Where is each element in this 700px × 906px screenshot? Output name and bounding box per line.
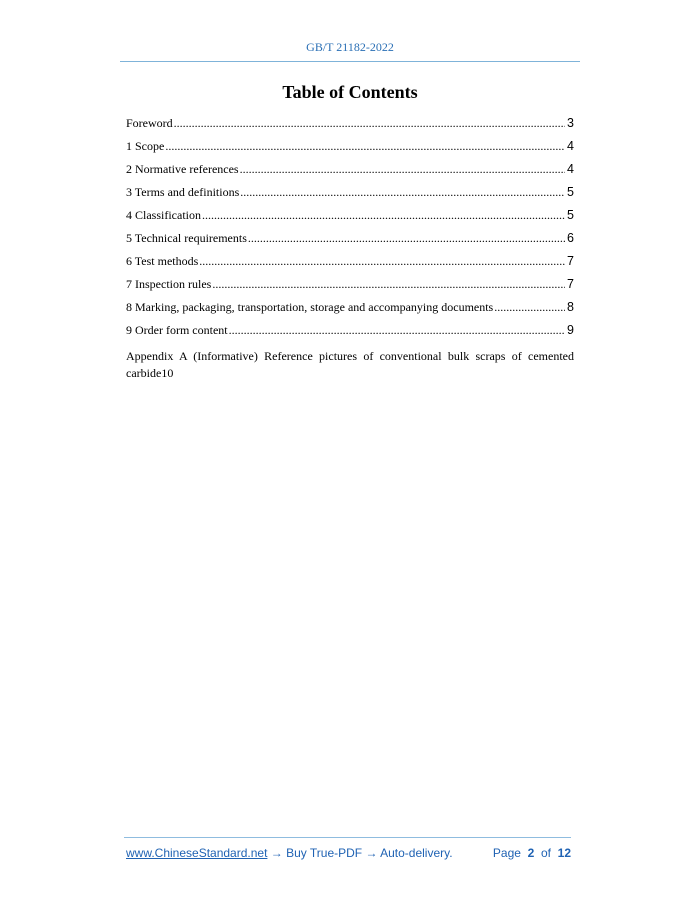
- toc-entry-label: 8 Marking, packaging, transportation, storage and accompanying documents: [126, 300, 494, 314]
- toc-entry-label: 3 Terms and definitions: [126, 185, 240, 199]
- total-pages: 12: [557, 846, 571, 860]
- toc-entry-label-continued: [126, 366, 574, 381]
- toc-entry-label: 2 Normative references: [126, 162, 239, 176]
- toc-entry-label: 9 Order form content: [126, 323, 228, 337]
- header-divider: [120, 61, 580, 62]
- toc-entry-marking-packaging[interactable]: [126, 300, 574, 323]
- website-link[interactable]: www.ChineseStandard.net: [126, 846, 268, 860]
- page-footer: [126, 846, 571, 860]
- toc-entry-label: 1 Scope: [126, 139, 165, 153]
- footer-promo: [126, 846, 453, 860]
- toc-entry-label: 7 Inspection rules: [126, 277, 212, 291]
- toc-entry-label: 6 Test methods: [126, 254, 199, 268]
- toc-title: Table of Contents: [282, 82, 418, 102]
- toc-entry-appendix-a[interactable]: [126, 349, 574, 381]
- toc-entry-label: Appendix A (Informative) Reference pictures of conventional bulk scraps of cemented: [126, 349, 574, 363]
- dot-leader: [494, 300, 565, 315]
- dot-leader: [229, 323, 565, 338]
- page-word: Page: [492, 846, 521, 860]
- dot-leader: [199, 254, 565, 269]
- toc-entry-scope[interactable]: [126, 139, 574, 162]
- toc-entry-page: 5: [567, 185, 574, 199]
- toc-entry-page: 3: [567, 116, 574, 130]
- toc-entry-page: 7: [567, 277, 574, 291]
- toc-entry-page: 7: [567, 254, 574, 268]
- toc-entry-label: Foreword: [126, 116, 173, 130]
- toc-entry-page: 4: [567, 162, 574, 176]
- dot-leader: [165, 139, 565, 154]
- toc-entry-order-form-content[interactable]: [126, 323, 574, 346]
- toc-entry-foreword[interactable]: [126, 116, 574, 139]
- toc-entry-label: 5 Technical requirements: [126, 231, 247, 245]
- toc-entry-page: 5: [567, 208, 574, 222]
- footer-divider: [124, 837, 571, 838]
- dot-leader: [248, 231, 565, 246]
- of-word: of: [540, 846, 551, 860]
- toc-entry-label: 4 Classification: [126, 208, 201, 222]
- toc-entry-test-methods[interactable]: [126, 254, 574, 277]
- toc-entry-classification[interactable]: [126, 208, 574, 231]
- toc-entry-page: 10: [161, 366, 174, 380]
- dot-leader: [202, 208, 565, 223]
- toc-entry-terms-and-definitions[interactable]: [126, 185, 574, 208]
- document-code: GB/T 21182-2022: [306, 40, 394, 54]
- toc-entry-normative-references[interactable]: [126, 162, 574, 185]
- toc-entry-inspection-rules[interactable]: [126, 277, 574, 300]
- footer-tagline: → Buy True-PDF → Auto-delivery.: [267, 846, 453, 860]
- table-of-contents: [126, 116, 574, 381]
- toc-entry-page: 4: [567, 139, 574, 153]
- toc-entry-page: 8: [567, 300, 574, 314]
- dot-leader: [212, 277, 565, 292]
- dot-leader: [240, 162, 565, 177]
- toc-entry-label: carbide: [126, 366, 162, 380]
- toc-entry-technical-requirements[interactable]: [126, 231, 574, 254]
- dot-leader: [240, 185, 565, 200]
- toc-entry-page: 6: [567, 231, 574, 245]
- dot-leader: [174, 116, 565, 131]
- page-number: [493, 846, 571, 860]
- toc-entry-page: 9: [567, 323, 574, 337]
- current-page: 2: [527, 846, 535, 860]
